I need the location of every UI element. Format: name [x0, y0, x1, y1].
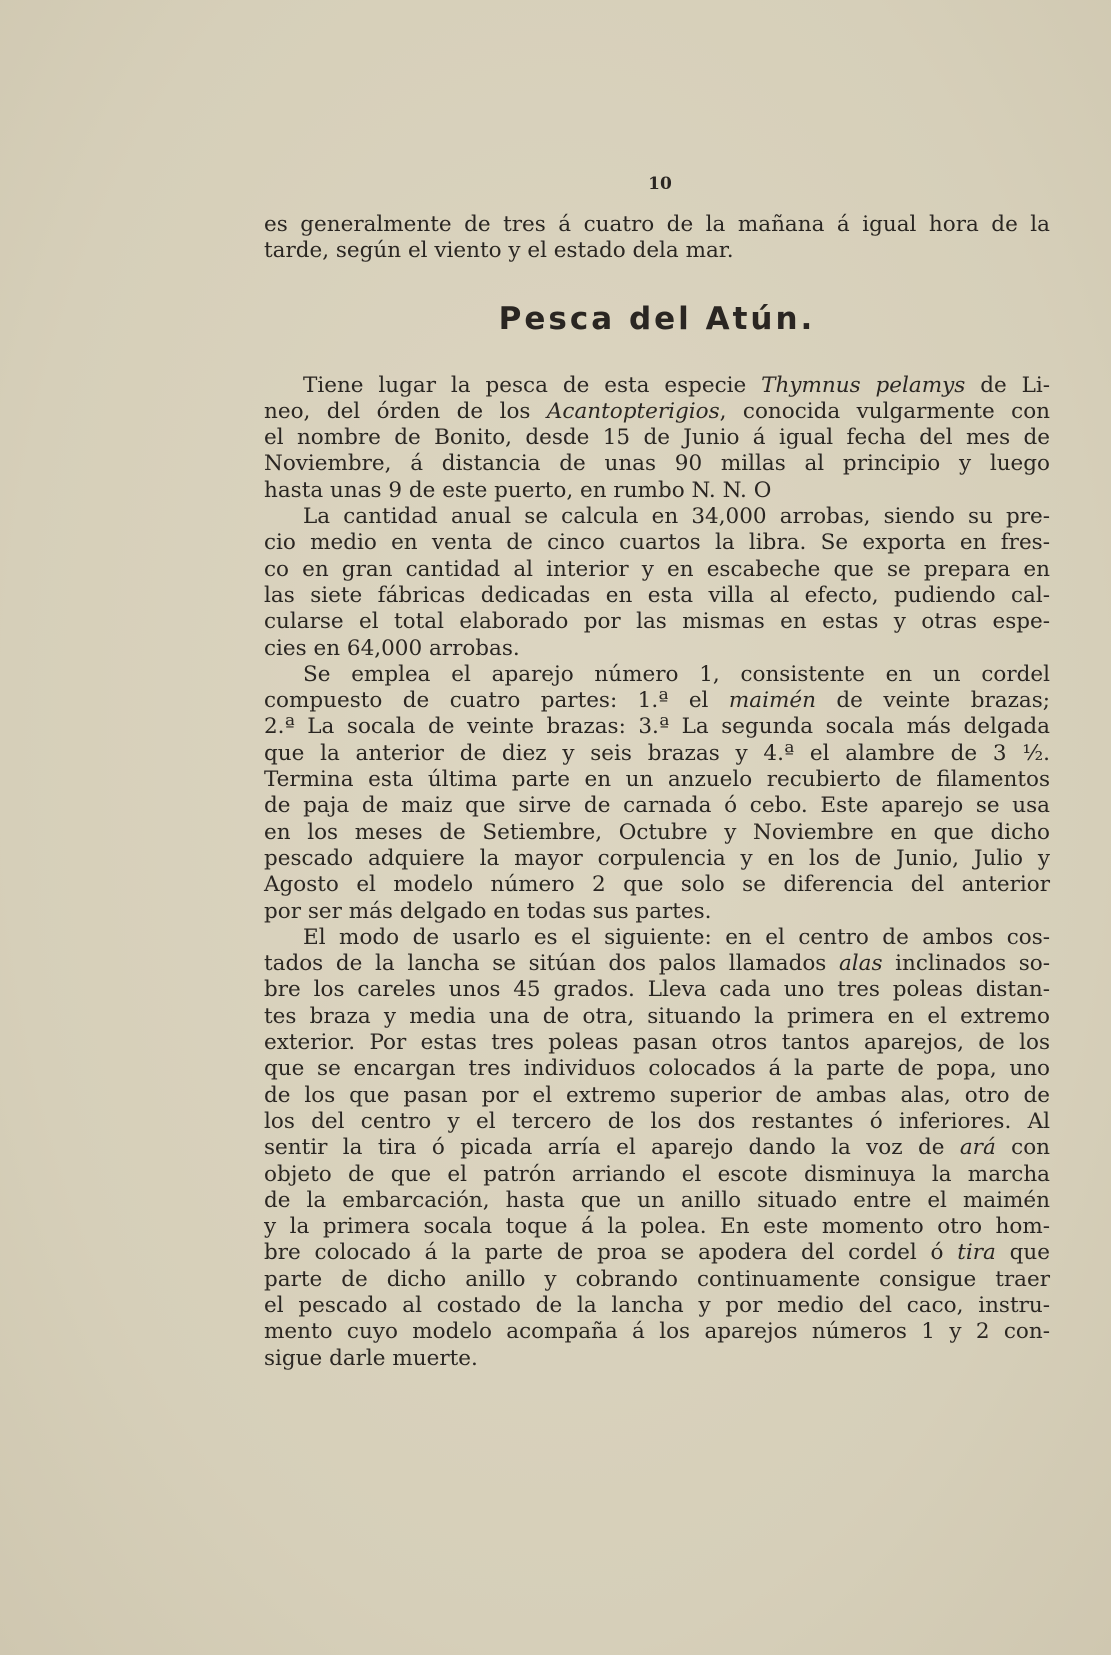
text-line — [264, 1162, 1050, 1188]
paragraph-4 — [264, 925, 1050, 1372]
text-line — [264, 557, 1050, 583]
text-line — [264, 662, 1050, 688]
text-line — [264, 530, 1050, 556]
text-segment: por ser más delgado en todas sus partes. — [264, 898, 712, 924]
text-segment: con — [995, 1135, 1050, 1161]
text-segment: exterior. Por estas tres poleas pasan otros tantos aparejos, de los — [264, 1030, 1050, 1056]
text-segment: hasta unas 9 de este puerto, en rumbo N. N. O — [264, 477, 772, 503]
text-line — [264, 951, 1050, 977]
text-segment: de los que pasan por el extremo superior de ambas alas, otro de — [264, 1082, 1050, 1108]
text-line — [264, 1214, 1050, 1240]
text-segment: de veinte brazas; — [815, 688, 1050, 714]
text-line — [264, 846, 1050, 872]
text-segment: que la anterior de diez y seis brazas y 4.ª el alambre de 3 ½. — [264, 740, 1050, 766]
text-line — [264, 899, 1050, 925]
text-segment: de Li- — [965, 372, 1051, 398]
text-segment: Se emplea el aparejo número 1, consistente en un cordel — [303, 661, 1050, 687]
text-segment: cularse el total elaborado por las mismas en estas y otras espe- — [264, 609, 1050, 635]
italic-term: tira — [957, 1240, 996, 1266]
text-segment: neo, del órden de los — [264, 398, 547, 424]
text-segment: sentir la tira ó picada arría el aparejo dando la voz de — [264, 1135, 960, 1161]
text-segment: Noviembre, á distancia de unas 90 millas al principio y luego — [264, 451, 1050, 477]
text-segment: parte de dicho anillo y cobrando continuamente consigue traer — [264, 1266, 1050, 1292]
text-line — [264, 688, 1050, 714]
text-line — [264, 1083, 1050, 1109]
text-line — [264, 504, 1050, 530]
text-segment: que — [995, 1240, 1050, 1266]
text-line — [264, 1293, 1050, 1319]
text-segment: de la embarcación, hasta que un anillo situado entre el maimén — [264, 1187, 1050, 1213]
text-segment: inclinados so- — [882, 951, 1050, 977]
text-segment: bre los careles unos 45 grados. Lleva cada uno tres poleas distan- — [264, 977, 1050, 1003]
text-line — [264, 1109, 1050, 1135]
text-line — [264, 1030, 1050, 1056]
text-line — [264, 636, 1050, 662]
italic-term: maimén — [728, 688, 816, 714]
text-segment: compuesto de cuatro partes: 1.ª el — [264, 688, 729, 714]
text-line — [264, 583, 1050, 609]
text-segment: los del centro y el tercero de los dos restantes ó inferiores. Al — [264, 1108, 1050, 1134]
text-segment: cio medio en venta de cinco cuartos la libra. Se exporta en fres- — [264, 530, 1050, 556]
text-line — [264, 1346, 1050, 1372]
text-segment: y la primera socala toque á la polea. En este momento otro hom- — [264, 1214, 1050, 1240]
text-segment: objeto de que el patrón arriando el escote disminuya la marcha — [264, 1161, 1050, 1187]
text-segment: Tiene lugar la pesca de esta especie — [303, 372, 762, 398]
text-segment: de paja de maiz que sirve de carnada ó cebo. Este aparejo se usa — [264, 793, 1050, 819]
text-segment: cies en 64,000 arrobas. — [264, 635, 520, 661]
text-line — [264, 1319, 1050, 1345]
text-segment: tados de la lancha se sitúan dos palos llamados — [264, 951, 839, 977]
paragraph-3 — [264, 662, 1050, 925]
intro-paragraph — [264, 212, 1050, 265]
text-line — [264, 373, 1050, 399]
text-line — [264, 714, 1050, 740]
text-segment: que se encargan tres individuos colocados á la parte de popa, uno — [264, 1056, 1050, 1082]
text-line — [264, 977, 1050, 1003]
text-line — [264, 1135, 1050, 1161]
text-segment: pescado adquiere la mayor corpulencia y en los de Junio, Julio y — [264, 845, 1050, 871]
text-segment: co en gran cantidad al interior y en escabeche que se prepara en — [264, 556, 1050, 582]
section-heading: Pesca del Atún. — [498, 300, 816, 337]
text-segment: mento cuyo modelo acompaña á los aparejos números 1 y 2 con- — [264, 1319, 1050, 1345]
text-line — [264, 1004, 1050, 1030]
text-segment: tes braza y media una de otra, situando la primera en el extremo — [264, 1003, 1050, 1029]
text-line — [264, 925, 1050, 951]
text-line — [264, 1188, 1050, 1214]
text-segment: Agosto el modelo número 2 que solo se diferencia del anterior — [264, 872, 1050, 898]
paragraph-1 — [264, 373, 1050, 504]
text-line — [264, 478, 1050, 504]
text-segment: El modo de usarlo es el siguiente: en el centro de ambos cos- — [303, 924, 1050, 950]
text-segment: las siete fábricas dedicadas en esta villa al efecto, pudiendo cal- — [264, 582, 1050, 608]
text-line — [264, 872, 1050, 898]
text-segment: 2.ª La socala de veinte brazas: 3.ª La segunda socala más delgada — [264, 714, 1050, 740]
italic-term: alas — [838, 951, 883, 977]
text-line — [264, 820, 1050, 846]
text-line — [264, 399, 1050, 425]
italic-term: Thymnus pelamys — [761, 372, 966, 398]
text-segment: el nombre de Bonito, desde 15 de Junio á igual fecha del mes de — [264, 425, 1050, 451]
text-line: es generalmente de tres á cuatro de la mañana á igual hora de la — [264, 212, 1050, 237]
paragraph-2 — [264, 504, 1050, 662]
text-line — [264, 451, 1050, 477]
italic-term: Acantopterigios — [546, 398, 720, 424]
text-line — [264, 1267, 1050, 1293]
text-segment: La cantidad anual se calcula en 34,000 arrobas, siendo su pre- — [303, 504, 1050, 530]
text-segment: el pescado al costado de la lancha y por medio del caco, instru- — [264, 1292, 1050, 1318]
text-line — [264, 1056, 1050, 1082]
text-segment: Termina esta última parte en un anzuelo recubierto de filamentos — [264, 767, 1050, 793]
page-number: 10 — [648, 174, 672, 194]
text-block — [264, 212, 1050, 1372]
text-segment: sigue darle muerte. — [264, 1345, 478, 1371]
text-line — [264, 741, 1050, 767]
italic-term: ará — [959, 1135, 996, 1161]
text-line — [264, 609, 1050, 635]
text-segment: en los meses de Setiembre, Octubre y Noviembre en que dicho — [264, 819, 1050, 845]
text-segment: , conocida vulgarmente con — [719, 398, 1050, 424]
text-line — [264, 1240, 1050, 1266]
text-line — [264, 767, 1050, 793]
text-line: tarde, según el viento y el estado dela mar. — [264, 238, 734, 264]
text-segment: bre colocado á la parte de proa se apodera del cordel ó — [264, 1240, 958, 1266]
text-line — [264, 425, 1050, 451]
text-line — [264, 793, 1050, 819]
